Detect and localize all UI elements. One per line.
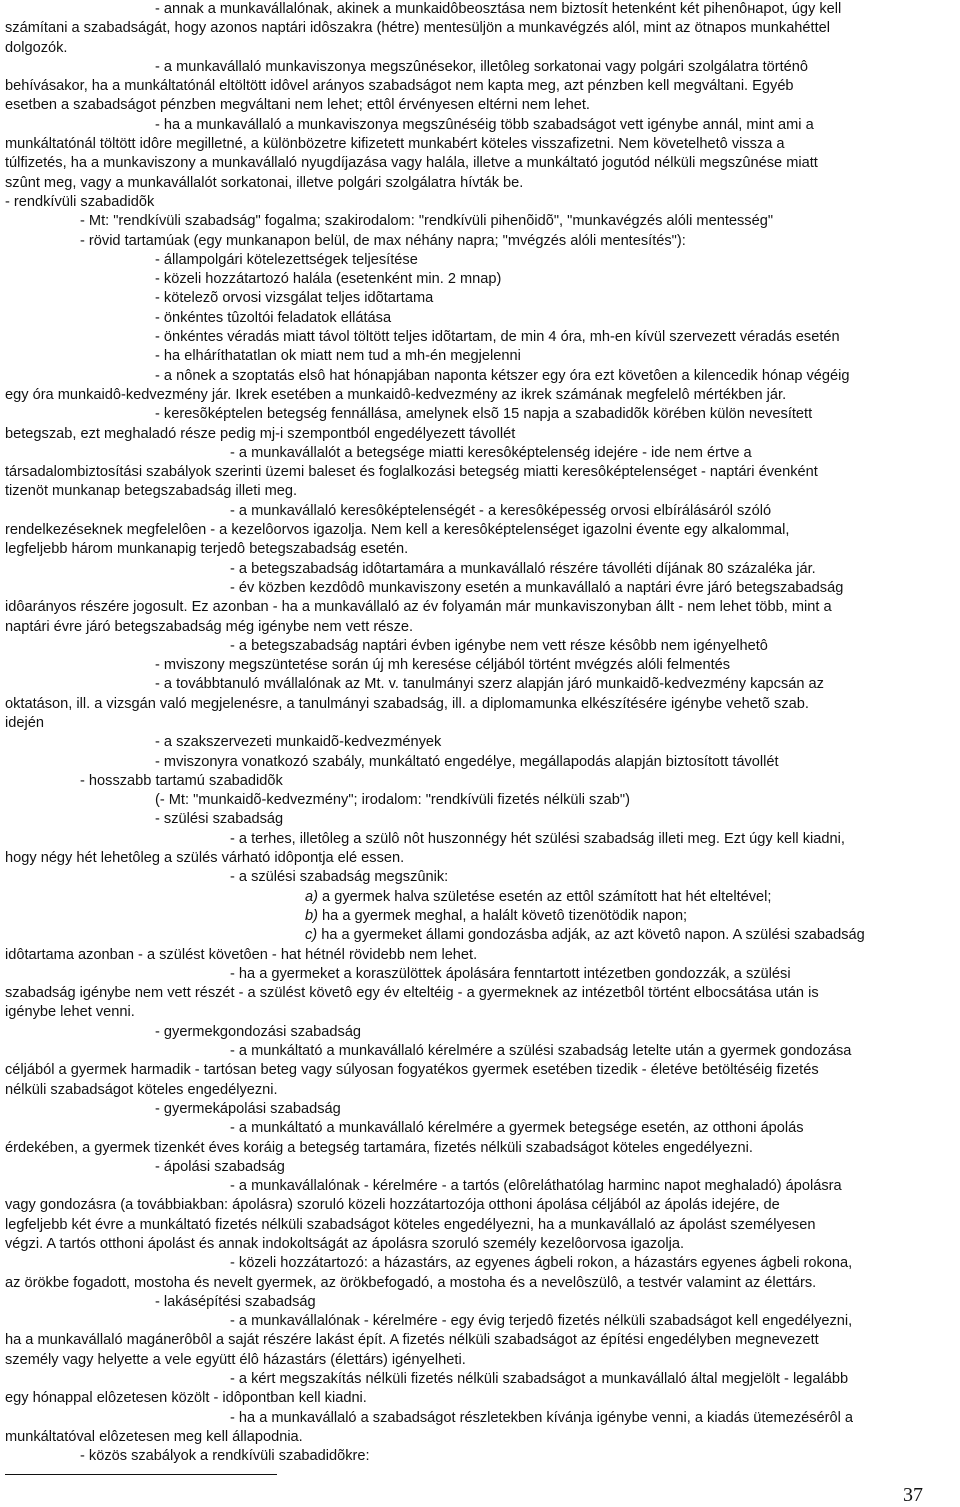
text-line: ha a munkavállaló magánerôbôl a saját részére lakást épít. A fizetés nélküli szabadságot az építési engedélyben megnevezett — [5, 1332, 819, 1349]
list-item: - a továbbtanuló mvállalónak az Mt. v. tanulmányi szerz alapján járó munkaidõ-kedvezmény kapcsán az — [155, 676, 824, 693]
text-line: behívásakor, ha a munkáltatónál eltöltött idôvel arányos szabadságot nem kapta meg, azt pénzben kell megváltani. Egyéb — [5, 78, 794, 95]
text-line: vagy gondozásra (a továbbiakban: ápolásra) szoruló közeli hozzátartozója otthoni ápolása céljából az ápolás idejére, de — [5, 1197, 780, 1214]
text-line: tizenöt munkanap betegszabadság illeti meg. — [5, 483, 298, 500]
text-line: társadalombiztosítási szabályok szerinti üzemi baleset és foglalkozási betegség miatti keresôképtelenséget - naptári évenként — [5, 464, 818, 481]
text-line: - a szülési szabadság megszûnik: — [230, 869, 449, 886]
text-line: - ha a gyermeket a koraszülöttek ápolására fenntartott intézetben gondozzák, a szülési — [230, 965, 791, 982]
text-line: - közeli hozzátartozó: a házastárs, az egyenes ágbeli rokon, a házastárs egyenes ágbeli rokona, — [230, 1255, 853, 1272]
document-body — [5, 0, 950, 1467]
text-line: az örökbe fogadott, mostoha és nevelt gyermek, az örökbefogadó, a mostoha és a nevelôszülô, a testvér valamint az élettárs. — [5, 1274, 817, 1291]
text-line: számítani a szabadságát, hogy azonos naptári idôszakra (hétre) mentesüljön a munkavégzés alól, mint az ötnapos munkahéttel — [5, 20, 831, 37]
text-line: - hosszabb tartamú szabadidõk — [80, 772, 283, 789]
text-line: hogy négy hét lehetôleg a szülés várható idôpontja elé essen. — [5, 850, 405, 867]
item-text: ha a gyermek meghal, a halált követô tizenötödik napon; — [317, 907, 688, 924]
text-line: - Mt: "rendkívüli szabadság" fogalma; szakirodalom: "rendkívüli pihenõidõ", "munkavégzés alóli mentesség" — [80, 213, 774, 230]
list-item: - mviszony megszüntetése során új mh keresése céljából történt mvégzés alóli felmentés — [155, 657, 731, 674]
list-item: - közeli hozzátartozó halála (esetenként min. 2 mnap) — [155, 271, 502, 288]
list-item: - lakásépítési szabadság — [155, 1293, 316, 1310]
list-item: - önkéntes véradás miatt távol töltött teljes idõtartam, de min 4 óra, mh-en kívül szervezett véradás esetén — [155, 329, 840, 346]
text-line: nélküli szabadságot köteles engedélyezni. — [5, 1081, 278, 1098]
text-line: naptári évre járó betegszabadság még igénybe nem vett része. — [5, 618, 414, 635]
text-line: céljából a gyermek harmadik - tartósan beteg vagy súlyosan fogyatékos gyermek esetében tizedik - életéve betöltéséig fizetés — [5, 1062, 819, 1079]
list-item: - gyermekápolási szabadság — [155, 1100, 341, 1117]
text-line: idôtartama azonban - a szülést követôen - hat hétnél rövidebb nem lehet. — [5, 946, 478, 963]
text-line: - a munkavállalónak - kérelmére - egy évig terjedô fizetés nélküli szabadságot kell engedélyezni, — [230, 1313, 853, 1330]
text-line: esetben a szabadságot pénzben megváltani nem lehet; ettôl érvényesen eltérni nem lehet. — [5, 97, 590, 114]
text-line: szabadság igénybe nem vett részét - a szülést követô egy év elteltéig - a gyermeknek az intézetbôl történt elbocsátása után is — [5, 985, 819, 1002]
list-item: - önkéntes tûzoltói feladatok ellátása — [155, 309, 392, 326]
list-item: - szülési szabadság — [155, 811, 284, 828]
text-line: - ha a munkavállaló a munkaviszonya megszûnéséig több szabadságot vett igénybe annál, mint ami a — [155, 116, 814, 133]
text-line: - a munkavállalót a betegsége miatti keresôképtelenség idejére - ide nem értve a — [230, 444, 752, 461]
text-line: - ha a munkavállaló a szabadságot részletekben kívánja igénybe venni, a kiadás ütemezésérôl a — [230, 1409, 854, 1426]
text-line: igénybe lehet venni. — [5, 1004, 135, 1021]
marker-a: a) — [305, 888, 318, 905]
text-line: - a munkáltató a munkavállaló kérelmére a szülési szabadság letelte után a gyermek gondozása — [230, 1043, 852, 1060]
text-line: szûnt meg, vagy a munkavállalót sorkatonai, illetve polgári szolgálatra hívták be. — [5, 174, 524, 191]
list-item: - gyermekgondozási szabadság — [155, 1023, 362, 1040]
list-item: - mviszonyra vonatkozó szabály, munkáltató engedélye, megállapodás alapján biztosított távollét — [155, 753, 779, 770]
list-item: - a nônek a szoptatás elsô hat hónapjában naponta kétszer egy óra ezt követôen a kilencedik hónap végéig — [155, 367, 850, 384]
text-line: oktatáson, ill. a vizsgán való megjelenésre, a tanulmányi szabadság, ill. a diplomamunka elkészítésére igénybe vehetõ szab. — [5, 695, 809, 712]
text-line: túlfizetés, ha a munkaviszony a munkavállaló nyugdíjazása vagy halála, illetve a munkáltató jogutód nélküli megszûnése miatt — [5, 155, 818, 172]
text-line: - a betegszabadság idôtartamára a munkavállaló részére távolléti díjának 80 százaléka jár. — [230, 560, 816, 577]
text-line: betegszab, ezt meghaladó része pedig mj-i szempontból engedélyezett távollét — [5, 425, 516, 442]
list-item: - kötelezõ orvosi vizsgálat teljes idõtartama — [155, 290, 434, 307]
text-line: - a kért megszakítás nélküli fizetés nélküli szabadságot a munkavállaló által megjelölt - legalább — [230, 1371, 849, 1388]
text-line: legfeljebb két évre a munkáltató fizetés nélküli szabadságot köteles engedélyezni, ha a munkavállaló az ápolást személyesen — [5, 1216, 816, 1233]
sub-list-item-c — [5, 926, 950, 945]
text-line: rendelkezéseknek megfelelôen - a kezelôorvos igazolja. Nem kell a keresôképtelenséget igazolni évente egy alkalommal, — [5, 522, 790, 539]
text-line: idején — [5, 714, 44, 731]
text-line: - a terhes, illetôleg a szülô nôt huszonnégy hét szülési szabadság illeti meg. Ezt úgy kell kiadni, — [230, 830, 845, 847]
text-line: érdekében, a gyermek tizenkét éves koráig a betegség tartamára, fizetés nélküli szabadságot köteles engedélyezni. — [5, 1139, 753, 1156]
sub-list-item-b — [5, 907, 950, 926]
text-line: - annak a munkavállalónak, akinek a munkaidôbeosztása nem biztosít hetenként két pihenôнapot, úgy kell — [155, 1, 842, 17]
list-item: - keresõképtelen betegség fennállása, amelynek elsõ 15 napja a szabadidõk körében külön nevesített — [155, 406, 813, 423]
text-line: személy vagy helyette a vele együtt élô házastárs (élettárs) igényelheti. — [5, 1351, 466, 1368]
text-line: - év közben kezdôdô munkaviszony esetén a munkavállaló a naptári évre járó betegszabadság — [230, 579, 844, 596]
text-line: legfeljebb három munkanapig terjedô betegszabadság esetén. — [5, 541, 409, 558]
text-line: dolgozók. — [5, 39, 68, 56]
text-line: munkáltatóval elôzetesen meg kell állapodnia. — [5, 1428, 303, 1445]
text-line: - közös szabályok a rendkívüli szabadidõkre: — [80, 1448, 370, 1465]
text-line: (- Mt: "munkaidõ-kedvezmény"; irodalom: "rendkívüli fizetés nélküli szab") — [155, 792, 630, 809]
page-number: 37 — [903, 1484, 923, 1506]
text-line: egy hónappal elôzetesen közölt - idôpontban kell kiadni. — [5, 1390, 367, 1407]
text-line: - rövid tartamúak (egy munkanapon belül, de max néhány napra; "mvégzés alóli mentesítés"): — [80, 232, 686, 249]
section-heading: - rendkívüli szabadidõk — [5, 193, 155, 210]
list-item: - a szakszervezeti munkaidõ-kedvezmények — [155, 734, 442, 751]
item-text: a gyermek halva születése esetén az ettôl számított hat hét elteltével; — [317, 888, 772, 905]
footnote-divider — [5, 1474, 277, 1475]
text-line: - a betegszabadság naptári évben igénybe nem vett része késôbb nem igényelhetô — [230, 637, 768, 654]
text-line: végzi. A tartós otthoni ápolást és annak indokoltságát az ápolásra szoruló személy kezelôorvosa igazolja. — [5, 1236, 685, 1252]
marker-b: b) — [305, 907, 318, 924]
marker-c: c) — [305, 927, 318, 944]
list-item: - állampolgári kötelezettségek teljesítése — [155, 251, 418, 268]
text-line: - a munkavállaló munkaviszonya megszûnésekor, illetôleg sorkatonai vagy polgári szolgálatra történô — [155, 58, 809, 75]
sub-list-item-a — [5, 888, 950, 907]
text-line: egy óra munkaidô-kedvezmény jár. Ikrek esetében a munkaidô-kedvezmény az ikrek számának megfelelô mértékben jár. — [5, 386, 787, 403]
text-line: - a munkáltató a munkavállaló kérelmére a gyermek betegsége esetén, az otthoni ápolás — [230, 1120, 804, 1137]
text-line: munkáltatónál töltött idôre megilletné, a különbözetre kifizetett munkabért köteles visszafizetni. Nem követelhetô vissza a — [5, 136, 785, 153]
text-line: - a munkavállalónak - kérelmére - a tartós (elôreláthatólag harminc napot meghaladó) ápolásra — [230, 1178, 842, 1195]
list-item: - ha elháríthatatlan ok miatt nem tud a mh-én megjelenni — [155, 348, 521, 365]
item-text: ha a gyermeket állami gondozásba adják, az azt követô napon. A szülési szabadság — [317, 927, 865, 944]
list-item: - ápolási szabadság — [155, 1158, 285, 1175]
text-line: - a munkavállaló keresôképtelenségét - a keresôképesség orvosi elbírálásáról szóló — [230, 502, 772, 519]
text-line: idôarányos részére jogosult. Ez azonban - ha a munkavállaló az év folyamán már munkaviszonyban állt - nem lehet több, mint a — [5, 599, 832, 616]
